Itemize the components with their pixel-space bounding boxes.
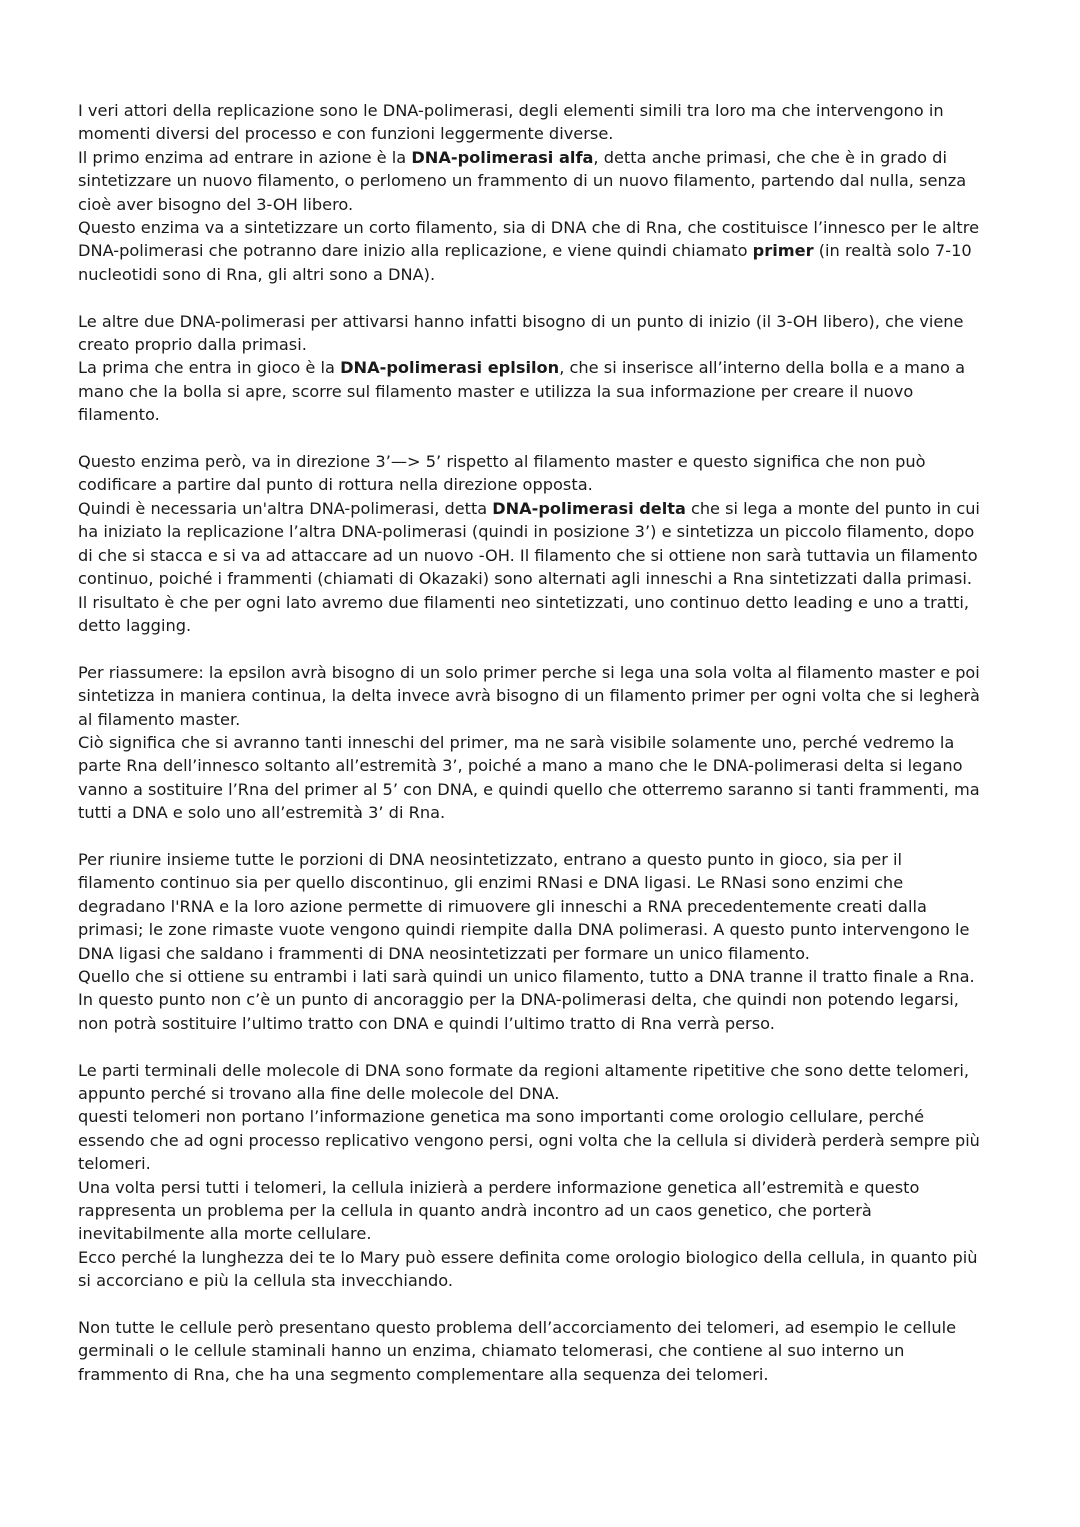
- text-line: [78, 895, 980, 918]
- text-run: continuo, poiché i frammenti (chiamati di Okazaki) sono alternati agli inneschi a Rna sintetizzati dalla primasi.: [78, 569, 972, 589]
- text-run: di che si stacca e si va ad attaccare ad un nuovo -OH. Il filamento che si ottiene non sarà tuttavia un filamento: [78, 545, 978, 565]
- text-run: Quello che si ottiene su entrambi i lati sarà quindi un unico filamento, tutto a DNA tranne il tratto finale a Rna.: [78, 966, 975, 986]
- text-line: [78, 1246, 980, 1269]
- text-run: Ciò significa che si avranno tanti inneschi del primer, ma ne sarà visibile solamente uno, perché vedremo la: [78, 732, 955, 752]
- text-line: [78, 661, 980, 684]
- document-body: [78, 99, 980, 1386]
- paragraph: [78, 661, 980, 825]
- text-line: [78, 918, 980, 941]
- paragraph: [78, 450, 980, 637]
- text-line: [78, 801, 980, 824]
- text-line: [78, 544, 980, 567]
- bold-term: DNA-polimerasi eplsilon: [340, 358, 560, 378]
- text-run: ha iniziato la replicazione l’altra DNA-polimerasi (quindi in posizione 3’) e sintetizza un piccolo filamento, dopo: [78, 522, 975, 542]
- text-run: essendo che ad ogni processo replicativo vengono persi, ogni volta che la cellula si dividerà perderà sempre più: [78, 1130, 980, 1150]
- text-run: DNA-polimerasi che potranno dare inizio alla replicazione, e viene quindi chiamato: [78, 241, 753, 261]
- text-line: [78, 871, 980, 894]
- text-run: filamento.: [78, 405, 160, 425]
- text-run: Il primo enzima ad entrare in azione è la: [78, 147, 412, 167]
- text-run: Questo enzima va a sintetizzare un corto filamento, sia di DNA che di Rna, che costituisce l’innesco per le altre: [78, 218, 980, 238]
- text-line: [78, 1082, 980, 1105]
- text-line: [78, 684, 980, 707]
- text-run: (in realtà solo 7-10: [813, 241, 972, 261]
- text-line: [78, 310, 980, 333]
- text-line: [78, 473, 980, 496]
- text-line: [78, 239, 980, 262]
- bold-term: DNA-polimerasi delta: [492, 498, 686, 518]
- text-run: momenti diversi del processo e con funzioni leggermente diverse.: [78, 124, 614, 144]
- text-line: [78, 754, 980, 777]
- text-run: Ecco perché la lunghezza dei te lo Mary può essere definita come orologio biologico della cellula, in quanto più: [78, 1247, 978, 1267]
- text-run: appunto perché si trovano alla fine delle molecole del DNA.: [78, 1083, 560, 1103]
- text-line: [78, 1316, 980, 1339]
- text-run: In questo punto non c’è un punto di ancoraggio per la DNA-polimerasi delta, che quindi non potendo legarsi,: [78, 990, 959, 1010]
- text-run: sintetizza in maniera continua, la delta invece avrà bisogno di un filamento primer per ogni volta che si legherà: [78, 686, 980, 706]
- text-line: [78, 1222, 980, 1245]
- text-run: filamento continuo sia per quello discontinuo, gli enzimi RNasi e DNA ligasi. Le RNasi sono enzimi che: [78, 873, 904, 893]
- text-run: , detta anche primasi, che che è in grado di: [593, 147, 947, 167]
- text-line: [78, 1129, 980, 1152]
- text-line: [78, 965, 980, 988]
- paragraph: [78, 1059, 980, 1293]
- text-line: [78, 1176, 980, 1199]
- text-line: [78, 567, 980, 590]
- paragraph: [78, 1316, 980, 1386]
- text-run: Il risultato è che per ogni lato avremo due filamenti neo sintetizzati, uno continuo detto leading e uno a tratti,: [78, 592, 970, 612]
- text-run: mano che la bolla si apre, scorre sul filamento master e utilizza la sua informazione per creare il nuovo: [78, 381, 914, 401]
- text-line: [78, 591, 980, 614]
- text-run: Per riunire insieme tutte le porzioni di DNA neosintetizzato, entrano a questo punto in gioco, sia per il: [78, 849, 903, 869]
- bold-term: primer: [752, 241, 814, 261]
- text-line: [78, 1269, 980, 1292]
- text-line: [78, 708, 980, 731]
- text-run: sintetizzare un nuovo filamento, o perlomeno un frammento di un nuovo filamento, partendo dal nulla, senza: [78, 171, 967, 191]
- text-line: [78, 356, 980, 379]
- text-run: detto lagging.: [78, 615, 192, 635]
- text-line: [78, 778, 979, 801]
- text-line: [78, 1339, 980, 1362]
- text-run: rappresenta un problema per la cellula in quanto andrà incontro ad un caos genetico, che porterà: [78, 1201, 872, 1221]
- text-run: , che si inserisce all’interno della bolla e a mano a: [559, 358, 965, 378]
- text-run: telomeri.: [78, 1154, 151, 1174]
- text-line: [78, 193, 980, 216]
- text-line: [78, 146, 980, 169]
- text-run: Non tutte le cellule però presentano questo problema dell’accorciamento dei telomeri, ad esempio le cellule: [78, 1318, 957, 1338]
- text-line: [78, 99, 980, 122]
- text-run: germinali o le cellule staminali hanno un enzima, chiamato telomerasi, che contiene al suo interno un: [78, 1341, 905, 1361]
- text-line: [78, 848, 980, 871]
- text-line: [78, 333, 980, 356]
- text-run: primasi; le zone rimaste vuote vengono quindi riempite dalla DNA polimerasi. A questo punto intervengono le: [78, 920, 970, 940]
- text-line: [78, 731, 980, 754]
- text-run: si accorciano e più la cellula sta invecchiando.: [78, 1271, 454, 1291]
- text-run: al filamento master.: [78, 709, 241, 729]
- text-line: [78, 122, 980, 145]
- paragraph: [78, 310, 980, 427]
- bold-term: DNA-polimerasi alfa: [411, 147, 594, 167]
- text-line: [78, 614, 980, 637]
- text-run: cioè aver bisogno del 3-OH libero.: [78, 194, 354, 214]
- text-line: [78, 263, 980, 286]
- text-line: [78, 988, 980, 1011]
- text-line: [78, 169, 980, 192]
- text-run: I veri attori della replicazione sono le DNA-polimerasi, degli elementi simili tra loro ma che intervengono in: [78, 101, 944, 120]
- paragraph: [78, 99, 980, 286]
- text-line: [78, 1105, 980, 1128]
- text-line: [78, 380, 980, 403]
- text-line: [78, 1199, 980, 1222]
- text-run: La prima che entra in gioco è la: [78, 358, 341, 378]
- text-line: [78, 1012, 980, 1035]
- text-run: degradano l'RNA e la loro azione permette di rimuovere gli inneschi a RNA precedentemente creati dalla: [78, 896, 927, 916]
- text-run: Le altre due DNA-polimerasi per attivarsi hanno infatti bisogno di un punto di inizio (il 3-OH libero), che viene: [78, 311, 964, 331]
- text-run: che si lega a monte del punto in cui: [685, 498, 980, 518]
- text-run: questi telomeri non portano l’informazione genetica ma sono importanti come orologio cellulare, perché: [78, 1107, 925, 1127]
- text-line: [78, 403, 980, 426]
- text-line: [78, 520, 980, 543]
- text-run: non potrà sostituire l’ultimo tratto con DNA e quindi l’ultimo tratto di Rna verrà perso.: [78, 1013, 775, 1033]
- text-line: [78, 942, 980, 965]
- text-run: Questo enzima però, va in direzione 3’—> 5’ rispetto al filamento master e questo significa che non può: [78, 452, 926, 472]
- text-run: tutti a DNA e solo uno all’estremità 3’ di Rna.: [78, 803, 446, 823]
- text-line: [78, 216, 980, 239]
- text-run: Le parti terminali delle molecole di DNA sono formate da regioni altamente ripetitive che sono dette telomeri,: [78, 1060, 970, 1080]
- text-line: [78, 1363, 980, 1386]
- text-run: creato proprio dalla primasi.: [78, 335, 307, 355]
- text-run: codificare a partire dal punto di rottura nella direzione opposta.: [78, 475, 593, 495]
- text-run: frammento di Rna, che ha una segmento complementare alla sequenza dei telomeri.: [78, 1364, 769, 1384]
- text-line: [78, 1059, 980, 1082]
- text-run: parte Rna dell’innesco soltanto all’estremità 3’, poiché a mano a mano che le DNA-polimerasi delta si legano: [78, 756, 963, 776]
- text-line: [78, 450, 980, 473]
- text-run: Per riassumere: la epsilon avrà bisogno di un solo primer perche si lega una sola volta al filamento master e poi: [78, 662, 980, 682]
- text-line: [78, 497, 980, 520]
- text-run: inevitabilmente alla morte cellulare.: [78, 1224, 372, 1244]
- text-run: Quindi è necessaria un'altra DNA-polimerasi, detta: [78, 498, 493, 518]
- text-line: [78, 1152, 980, 1175]
- text-run: nucleotidi sono di Rna, gli altri sono a DNA).: [78, 264, 436, 284]
- paragraph: [78, 848, 980, 1035]
- text-run: vanno a sostituire l’Rna del primer al 5’ con DNA, e quindi quello che otterremo saranno si tanti frammenti, ma: [78, 779, 980, 799]
- text-run: DNA ligasi che saldano i frammenti di DNA neosintetizzati per formare un unico filamento.: [78, 943, 810, 963]
- text-run: Una volta persi tutti i telomeri, la cellula inizierà a perdere informazione genetica all’estremità e questo: [78, 1177, 920, 1197]
